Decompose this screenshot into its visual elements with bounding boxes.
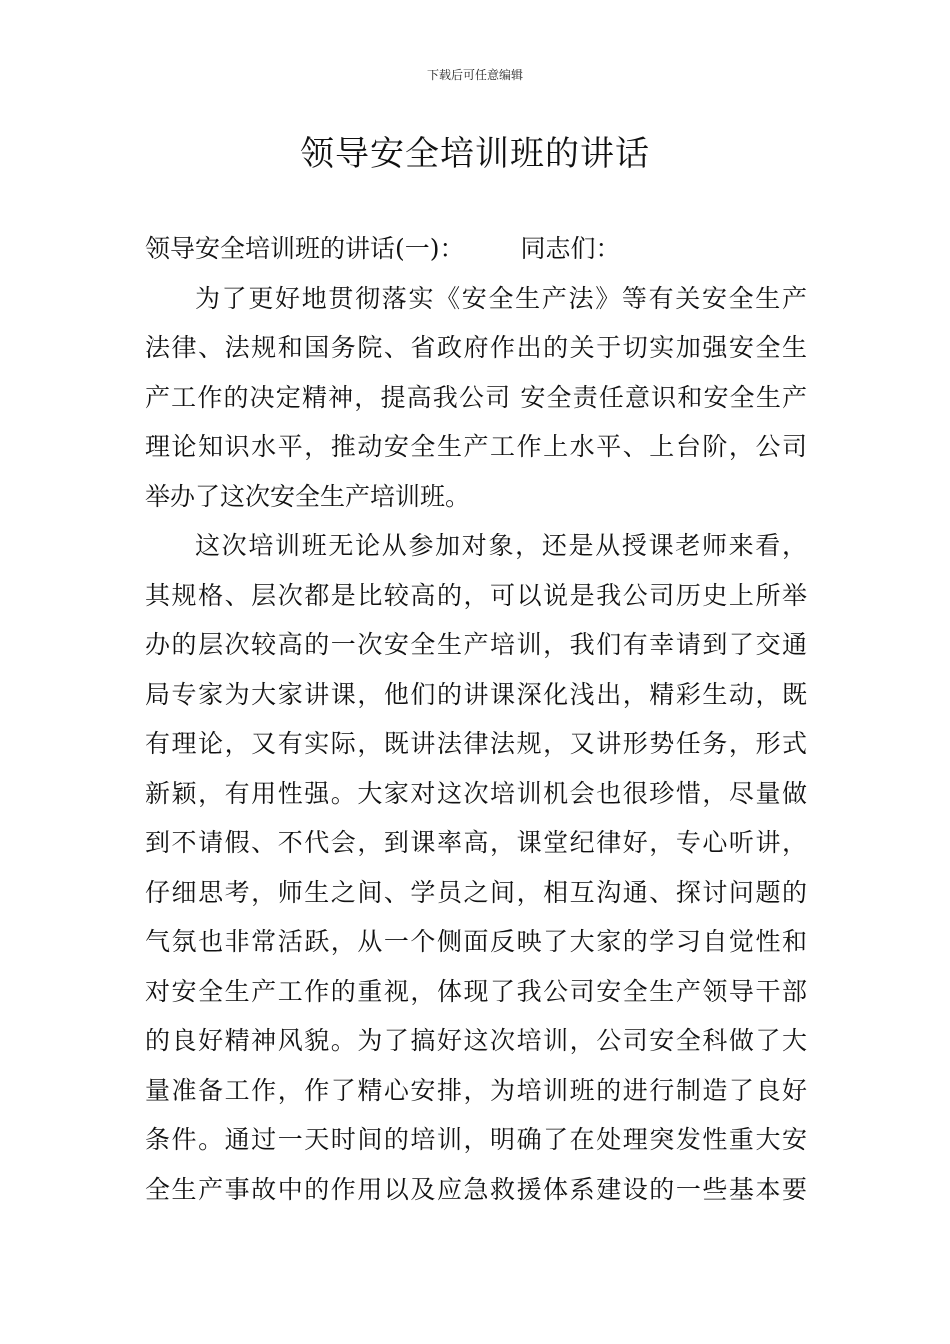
paragraph-2: [145, 521, 807, 1214]
paragraph-line: 这次培训班无论从参加对象，还是从授课老师来看，: [195, 531, 807, 560]
paragraph-line: 产工作的决定精神，提高我公司 安全责任意识和安全生产: [145, 382, 807, 412]
paragraph-1: [145, 274, 807, 522]
header-note: 下载后可任意编辑: [426, 68, 523, 82]
paragraph-line: 新颖，有用性强。大家对这次培训机会也很珍惜，尽量做: [145, 778, 807, 808]
paragraph-line: 理论知识水平，推动安全生产工作上水平、上台阶，公司: [145, 432, 807, 461]
paragraph-line: 局专家为大家讲课，他们的讲课深化浅出，精彩生动，既: [145, 679, 807, 709]
paragraph-line: 量准备工作，作了精心安排，为培训班的进行制造了良好: [145, 1075, 807, 1105]
paragraph-line: 气氛也非常活跃，从一个侧面反映了大家的学习自觉性和: [145, 927, 807, 956]
paragraph-line: 其规格、层次都是比较高的，可以说是我公司历史上所举: [145, 580, 807, 610]
paragraph-line: 到不请假、不代会，到课率高，课堂纪律好，专心听讲，: [145, 828, 807, 857]
paragraph-line: 有理论，又有实际，既讲法律法规，又讲形势任务，形式: [145, 729, 807, 758]
paragraph-line: 的良好精神风貌。为了搞好这次培训，公司安全科做了大: [145, 1026, 807, 1055]
paragraph-line: 举办了这次安全生产培训班。: [145, 481, 471, 511]
paragraph-line: 对安全生产工作的重视，体现了我公司安全生产领导干部: [145, 976, 807, 1006]
section-label: 领导安全培训班的讲话(一)：: [145, 234, 465, 263]
paragraph-line: 办的层次较高的一次安全生产培训，我们有幸请到了交通: [145, 630, 807, 659]
paragraph-line: 法律、法规和国务院、省政府作出的关于切实加强安全生: [145, 333, 807, 362]
document-title: 领导安全培训班的讲话: [300, 134, 650, 174]
salutation: 同志们：: [520, 234, 621, 263]
paragraph-line: 全生产事故中的作用以及应急救援体系建设的一些基本要: [145, 1174, 807, 1204]
paragraph-line: 为了更好地贯彻落实《安全生产法》等有关安全生产: [195, 283, 807, 313]
paragraph-line: 条件。通过一天时间的培训，明确了在处理突发性重大安: [145, 1125, 807, 1154]
document-body: [145, 224, 807, 1214]
paragraph-line: 仔细思考，师生之间、学员之间，相互沟通、探讨问题的: [145, 877, 807, 907]
opening-line: [145, 224, 807, 274]
